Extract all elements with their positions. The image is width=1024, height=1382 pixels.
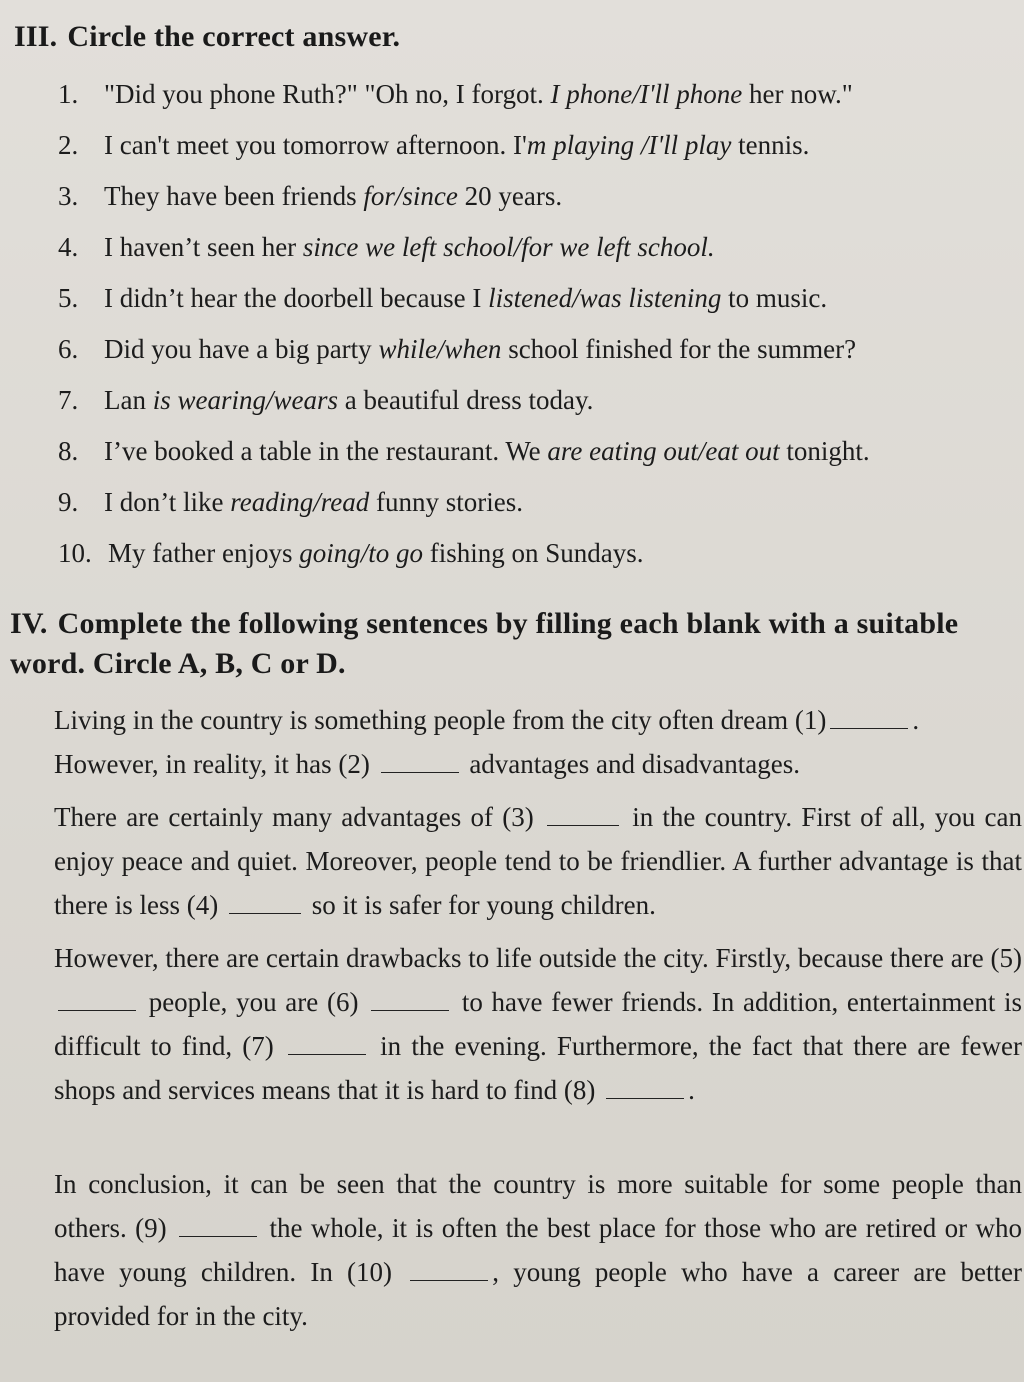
answer-choice[interactable]: I phone/I'll phone	[550, 79, 743, 109]
question-number: 8.	[58, 436, 79, 466]
blank-7[interactable]	[288, 1032, 366, 1055]
question-text: her now."	[742, 79, 853, 109]
question-text: fishing on Sundays.	[422, 538, 644, 568]
section-3-number: III.	[14, 20, 58, 53]
question-number: 5.	[58, 283, 79, 313]
question-item	[58, 531, 1018, 582]
question-text: Lan	[104, 385, 153, 415]
question-item	[58, 225, 1018, 276]
question-item	[58, 327, 1018, 378]
question-text: 20 years.	[457, 181, 563, 211]
blank-4[interactable]	[229, 891, 301, 914]
question-item	[58, 276, 1018, 327]
question-item	[58, 123, 1018, 174]
question-number: 7.	[58, 385, 79, 415]
blank-1[interactable]	[830, 706, 908, 729]
question-number: 1.	[58, 79, 79, 109]
question-text: "Did you phone Ruth?" "Oh no, I forgot.	[104, 79, 551, 109]
blank-3[interactable]	[547, 803, 619, 826]
question-number: 10.	[58, 538, 92, 568]
question-text: I don’t like	[104, 487, 231, 517]
question-text: tennis.	[731, 130, 810, 160]
question-text: to music.	[721, 283, 828, 313]
blank-10[interactable]	[410, 1258, 488, 1281]
question-text: My father enjoys	[108, 538, 300, 568]
question-item	[58, 378, 1018, 429]
passage-text: to have fewer friends. In addition, entertainment is difficult to find, (7)	[54, 987, 1023, 1061]
passage-paragraph-4	[54, 1162, 1022, 1338]
question-text: I didn’t hear the doorbell because I	[104, 283, 489, 313]
passage-text: In conclusion, it can be seen that the country is more suitable for some people than others. (9)	[54, 1169, 1022, 1243]
answer-choice[interactable]: while/when	[378, 334, 502, 364]
question-item	[58, 429, 1018, 480]
blank-2[interactable]	[381, 750, 459, 773]
passage-text: However, in reality, it has (2)	[54, 749, 370, 779]
section-4-heading	[10, 604, 1020, 684]
question-number: 4.	[58, 232, 79, 262]
passage-text: people, you are (6)	[148, 987, 359, 1017]
question-item	[58, 480, 1018, 531]
passage-text: so it is safer for young children.	[311, 890, 656, 920]
answer-choice[interactable]: listened/was listening	[488, 283, 722, 313]
passage-text: There are certainly many advantages of (3)	[54, 802, 534, 832]
question-text: They have been friends	[104, 181, 364, 211]
passage-text: However, there are certain drawbacks to life outside the city. Firstly, because there are (5)	[54, 943, 1022, 973]
passage-text: Living in the country is something people from the city often dream (1)	[54, 705, 827, 735]
passage-text: the whole, it is often the best place for those who are retired or who have young children. In (10)	[54, 1213, 1023, 1287]
question-item	[58, 72, 1018, 123]
passage-paragraph-1	[54, 698, 1022, 786]
answer-choice[interactable]: going/to go	[299, 538, 423, 568]
question-text: school finished for the summer?	[501, 334, 857, 364]
blank-5[interactable]	[58, 988, 136, 1011]
answer-choice[interactable]: since we left school/for we left school.	[302, 232, 715, 262]
question-text: funny stories.	[369, 487, 523, 517]
question-text: I’ve booked a table in the restaurant. We	[104, 436, 548, 466]
answer-choice[interactable]: reading/read	[230, 487, 370, 517]
section-3-title: Circle the correct answer.	[67, 20, 401, 53]
question-number: 3.	[58, 181, 79, 211]
question-text: I haven’t seen her	[104, 232, 303, 262]
section-3-heading	[14, 20, 400, 54]
question-number: 6.	[58, 334, 79, 364]
question-text: tonight.	[779, 436, 870, 466]
passage-text: , young people who have a career are better provided for in the city.	[54, 1257, 1022, 1331]
passage-text: in the evening. Furthermore, the fact that there are fewer shops and services means that it is hard to find (8)	[54, 1031, 1023, 1105]
passage-paragraph-3	[54, 936, 1022, 1112]
passage-paragraph-2	[54, 795, 1022, 927]
blank-8[interactable]	[606, 1076, 684, 1099]
blank-6[interactable]	[371, 988, 449, 1011]
question-number: 9.	[58, 487, 79, 517]
question-text: a beautiful dress today.	[338, 385, 594, 415]
passage-text: advantages and disadvantages.	[469, 749, 800, 779]
question-item	[58, 174, 1018, 225]
section-4-number: IV.	[10, 607, 48, 640]
answer-choice[interactable]: is wearing/wears	[152, 385, 339, 415]
question-number: 2.	[58, 130, 79, 160]
question-list	[58, 72, 1018, 582]
section-4-title: Complete the following sentences by filling each blank with a suitable word. Circle A, B, C or D.	[10, 607, 959, 680]
passage-text: .	[912, 705, 920, 735]
question-text: Did you have a big party	[104, 334, 379, 364]
answer-choice[interactable]: for/since	[363, 181, 458, 211]
passage-text: .	[688, 1075, 695, 1105]
answer-choice[interactable]: are eating out/eat out	[547, 436, 780, 466]
blank-9[interactable]	[179, 1214, 257, 1237]
passage-text: in the country. First of all, you can enjoy peace and quiet. Moreover, people tend to be friendlier. A further advantage is that there is less (4)	[54, 802, 1023, 920]
question-text: I can't meet you tomorrow afternoon. I'	[104, 130, 527, 160]
answer-choice[interactable]: m playing /I'll play	[526, 130, 732, 160]
